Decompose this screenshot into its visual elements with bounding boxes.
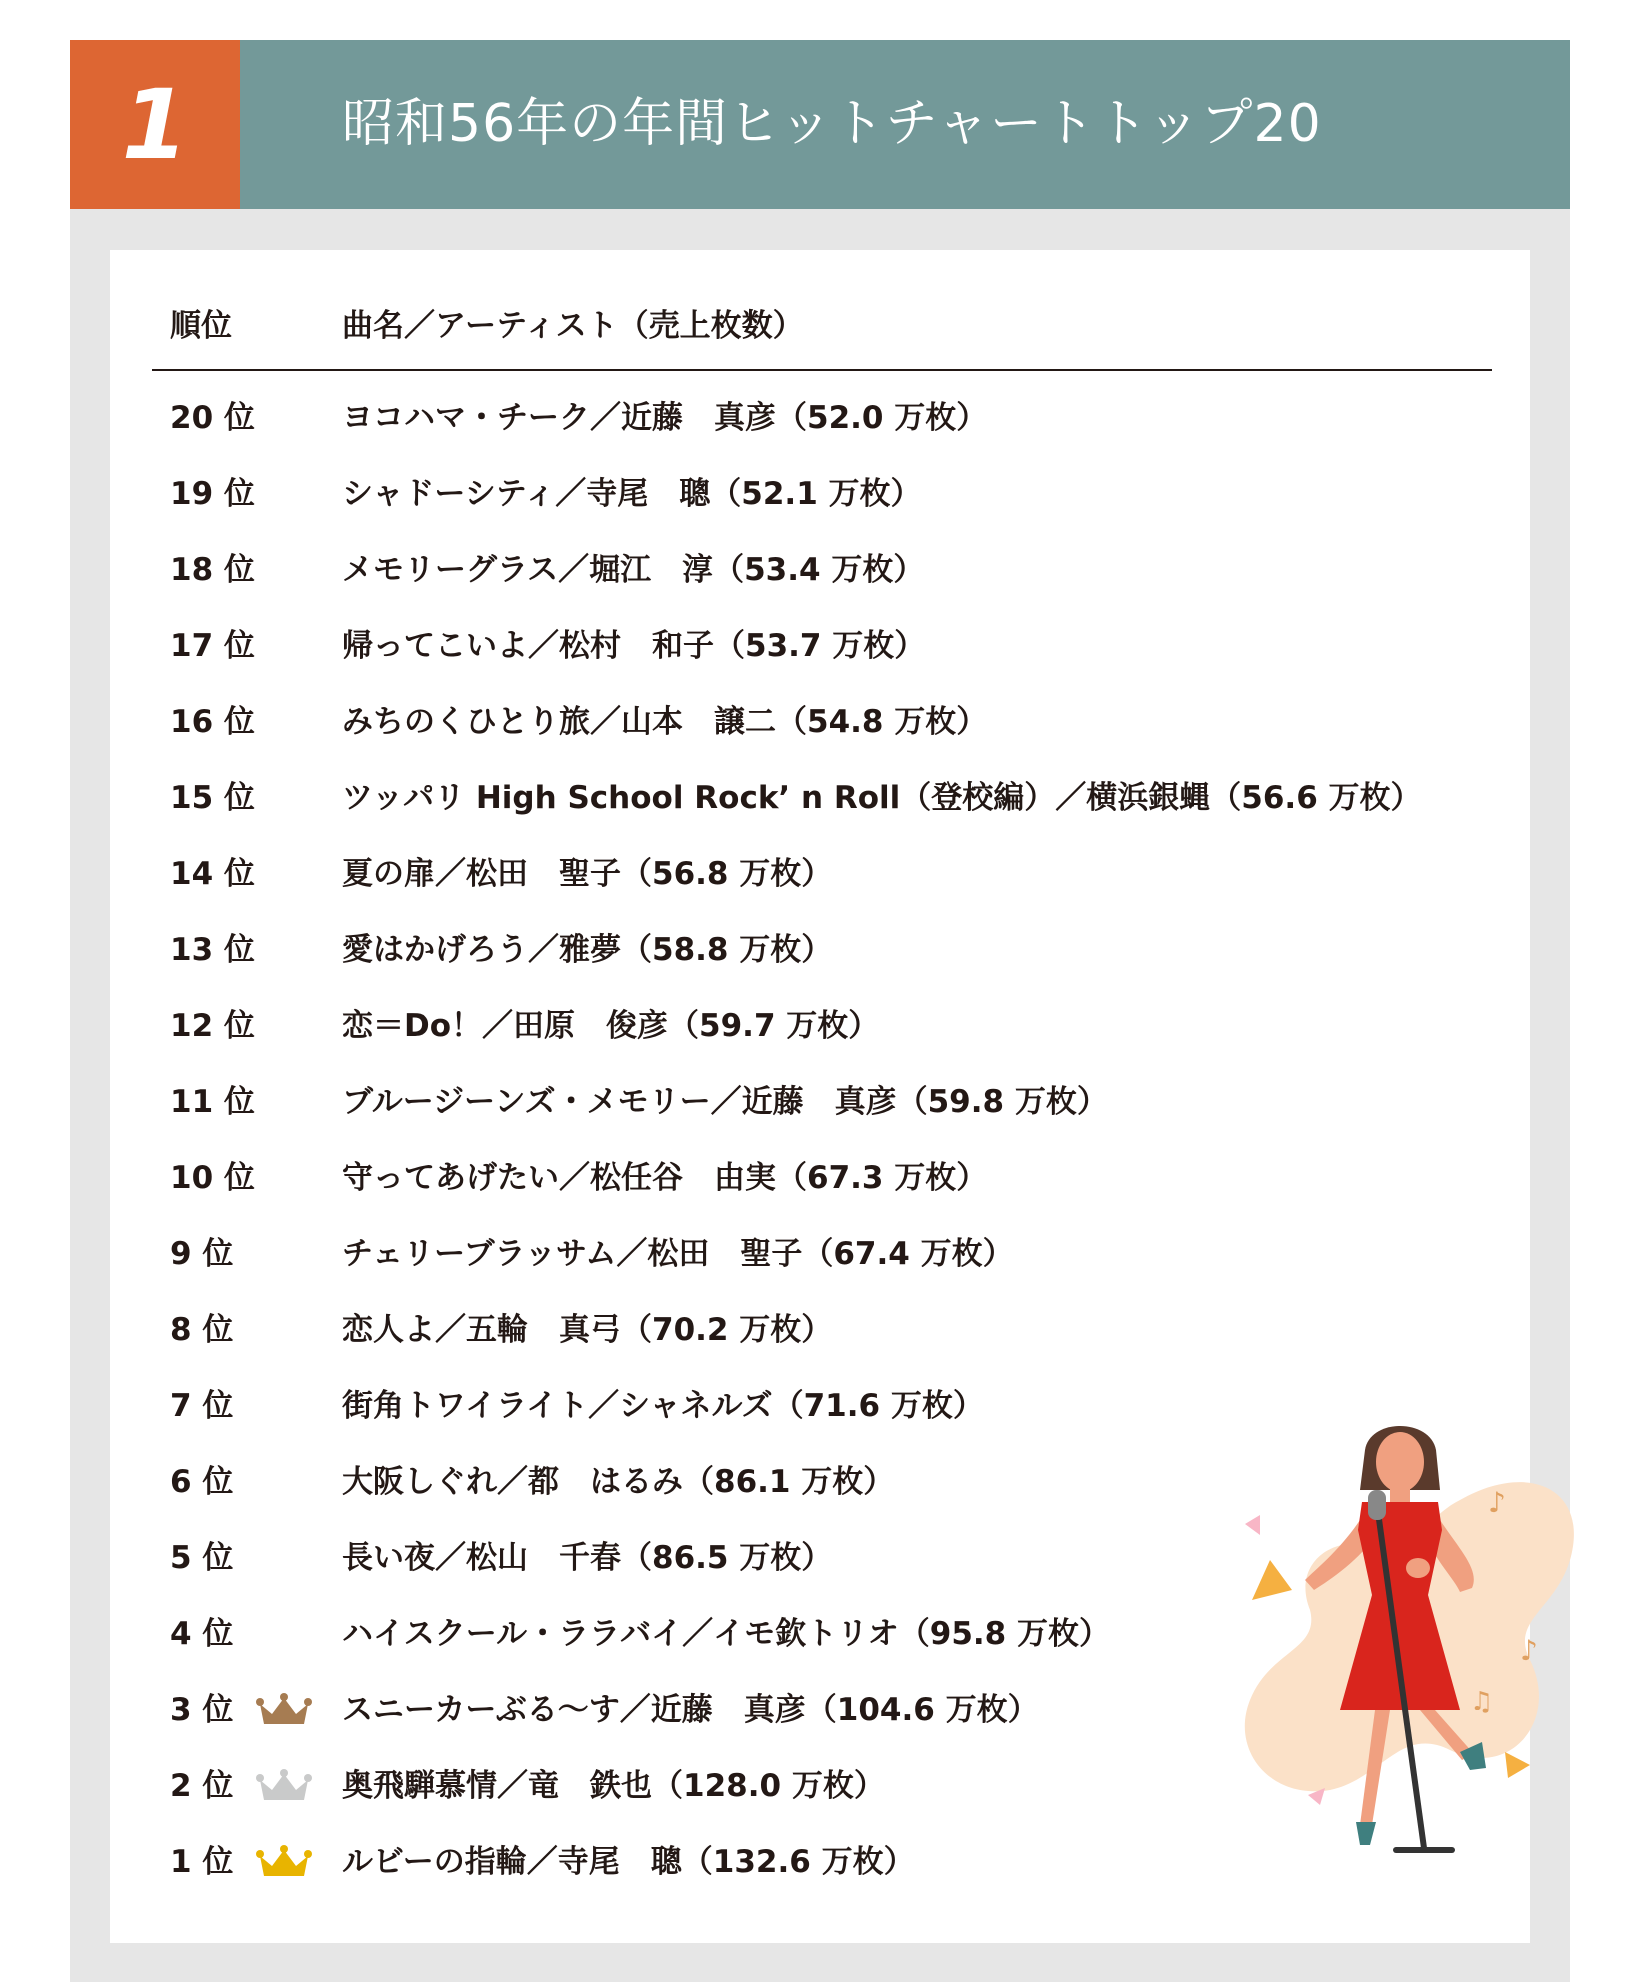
- table-row: [170, 1004, 1530, 1080]
- rank-label: 19 位: [170, 476, 255, 512]
- rank-label: 12 位: [170, 1008, 255, 1044]
- rank-label: 8 位: [170, 1312, 234, 1348]
- rank-label: 11 位: [170, 1084, 255, 1120]
- rank-label: 16 位: [170, 704, 255, 740]
- chart-card: [110, 250, 1538, 1943]
- table-row: [170, 624, 1530, 700]
- left-shoe: [1356, 1822, 1376, 1845]
- song-entry: 守ってあげたい／松任谷 由実（67.3 万枚）: [342, 1160, 988, 1196]
- face: [1376, 1432, 1424, 1492]
- page-title: 昭和56年の年間ヒットチャートトップ20: [342, 94, 1322, 154]
- song-entry: ハイスクール・ララバイ／イモ欽トリオ（95.8 万枚）: [342, 1616, 1111, 1652]
- song-entry: メモリーグラス／堀江 淳（53.4 万枚）: [342, 552, 925, 588]
- column-header-rank: 順位: [170, 308, 232, 344]
- confetti-triangle: [1245, 1515, 1260, 1535]
- song-entry: 愛はかげろう／雅夢（58.8 万枚）: [342, 932, 833, 968]
- table-row: [170, 1232, 1530, 1308]
- neck: [1390, 1486, 1410, 1504]
- table-row: [170, 472, 1530, 548]
- song-entry: 恋＝Do！／田原 俊彦（59.7 万枚）: [342, 1008, 880, 1044]
- song-entry: 奥飛騨慕情／竜 鉄也（128.0 万枚）: [342, 1768, 885, 1804]
- confetti-triangle: [1505, 1752, 1530, 1778]
- rank-label: 4 位: [170, 1616, 234, 1652]
- song-entry: 長い夜／松山 千春（86.5 万枚）: [342, 1540, 833, 1576]
- rank-label: 15 位: [170, 780, 255, 816]
- rank-label: 1 位: [170, 1844, 234, 1880]
- rank-label: 2 位: [170, 1768, 234, 1804]
- rank-label: 10 位: [170, 1160, 255, 1196]
- singer-illustration: [1230, 1420, 1590, 1900]
- hand: [1406, 1558, 1430, 1578]
- table-row: [170, 776, 1530, 852]
- table-row: [170, 1308, 1530, 1384]
- song-entry: ブルージーンズ・メモリー／近藤 真彦（59.8 万枚）: [342, 1084, 1108, 1120]
- rank-label: 9 位: [170, 1236, 234, 1272]
- microphone-icon: [1368, 1490, 1386, 1520]
- song-entry: 大阪しぐれ／都 はるみ（86.1 万枚）: [342, 1464, 895, 1500]
- header-divider: [152, 369, 1492, 371]
- rank-label: 6 位: [170, 1464, 234, 1500]
- song-entry: ルビーの指輪／寺尾 聰（132.6 万枚）: [342, 1844, 915, 1880]
- rank-label: 13 位: [170, 932, 255, 968]
- music-note-icon: ♪: [1520, 1634, 1538, 1667]
- table-row: [170, 700, 1530, 776]
- song-entry: 帰ってこいよ／松村 和子（53.7 万枚）: [342, 628, 926, 664]
- table-row: [170, 852, 1530, 928]
- rank-label: 18 位: [170, 552, 255, 588]
- song-entry: スニーカーぶる～す／近藤 真彦（104.6 万枚）: [342, 1692, 1039, 1728]
- table-row: [170, 548, 1530, 624]
- gold-crown-icon: [256, 1844, 312, 1880]
- column-header-title: 曲名／アーティスト（売上枚数）: [342, 308, 804, 344]
- confetti-triangle: [1252, 1560, 1292, 1600]
- rank-label: 7 位: [170, 1388, 234, 1424]
- song-entry: シャドーシティ／寺尾 聰（52.1 万枚）: [342, 476, 922, 512]
- section-header: [70, 40, 1570, 209]
- table-row: [170, 396, 1530, 472]
- table-row: [170, 928, 1530, 1004]
- bronze-crown-icon: [256, 1692, 312, 1728]
- song-entry: 恋人よ／五輪 真弓（70.2 万枚）: [342, 1312, 833, 1348]
- section-number-badge: [70, 40, 240, 209]
- table-row: [170, 1156, 1530, 1232]
- table-header: [170, 300, 1510, 344]
- silver-crown-icon: [256, 1768, 312, 1804]
- rank-label: 3 位: [170, 1692, 234, 1728]
- rank-label: 5 位: [170, 1540, 234, 1576]
- song-entry: ヨコハマ・チーク／近藤 真彦（52.0 万枚）: [342, 400, 988, 436]
- music-note-icon: ♪: [1488, 1486, 1506, 1519]
- song-entry: 夏の扉／松田 聖子（56.8 万枚）: [342, 856, 833, 892]
- song-entry: ツッパリ High School Rock’ n Roll（登校編）／横浜銀蝿（56.6 万枚）: [342, 780, 1422, 816]
- rank-label: 14 位: [170, 856, 255, 892]
- table-row: [170, 1080, 1530, 1156]
- song-entry: チェリーブラッサム／松田 聖子（67.4 万枚）: [342, 1236, 1014, 1272]
- music-note-icon: ♫: [1470, 1687, 1494, 1717]
- song-entry: みちのくひとり旅／山本 譲二（54.8 万枚）: [342, 704, 988, 740]
- song-entry: 街角トワイライト／シャネルズ（71.6 万枚）: [342, 1388, 984, 1424]
- rank-label: 20 位: [170, 400, 255, 436]
- section-number: 1: [121, 68, 189, 181]
- rank-label: 17 位: [170, 628, 255, 664]
